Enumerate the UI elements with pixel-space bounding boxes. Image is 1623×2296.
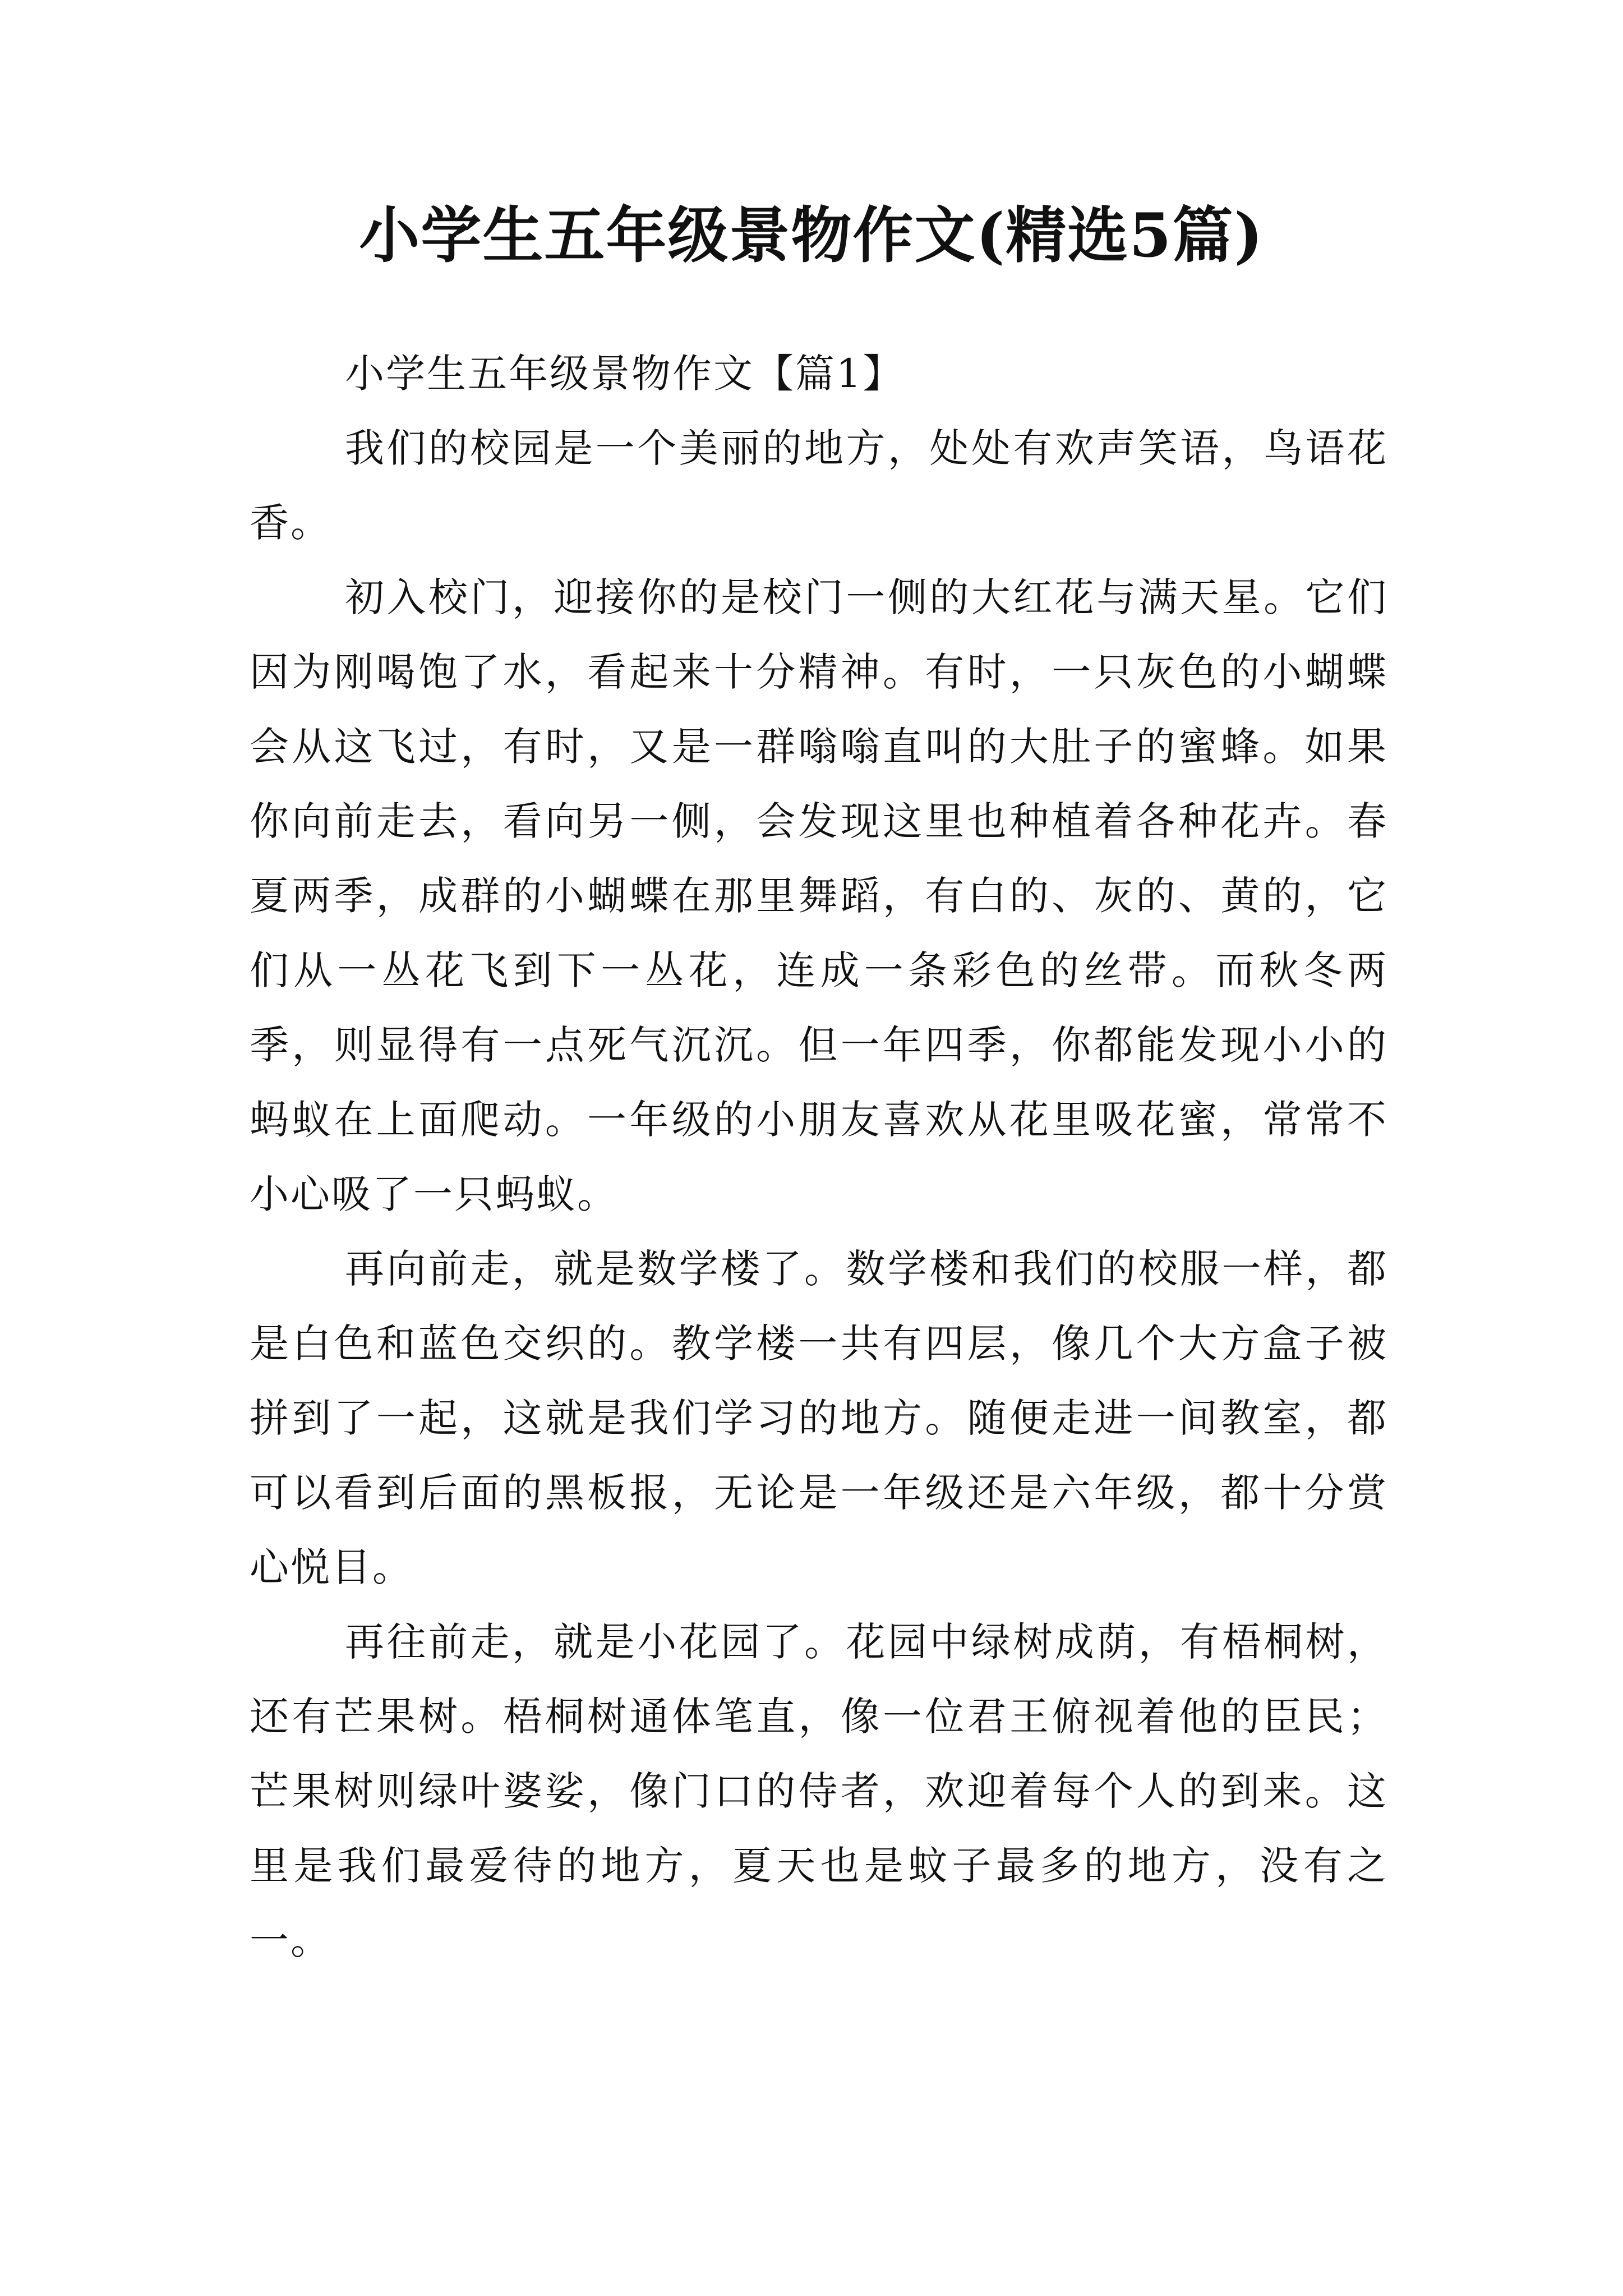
document-body xyxy=(250,337,1388,1978)
section-heading: 小学生五年级景物作文【篇1】 xyxy=(345,351,904,397)
document-title: 小学生五年级景物作文(精选5篇) xyxy=(359,200,1264,271)
paragraph-1: 我们的校园是一个美丽的地方，处处有欢声笑语，鸟语花香。 xyxy=(250,425,1388,546)
paragraph-3: 再向前走，就是数学楼了。数学楼和我们的校服一样，都是白色和蓝色交织的。教学楼一共有四层，像几个大方盒子被拼到了一起，这就是我们学习的地方。随便走进一间教室，都可以看到后面的黑板报，无论是一年级还是六年级，都十分赏心悦目。 xyxy=(250,1246,1388,1590)
paragraph-2: 初入校门，迎接你的是校门一侧的大红花与满天星。它们因为刚喝饱了水，看起来十分精神。有时，一只灰色的小蝴蝶会从这飞过，有时，又是一群嗡嗡直叫的大肚子的蜜蜂。如果你向前走去，看向另一侧，会发现这里也种植着各种花卉。春夏两季，成群的小蝴蝶在那里舞蹈，有白的、灰的、黄的，它们从一丛花飞到下一丛花，连成一条彩色的丝带。而秋冬两季，则显得有一点死气沉沉。但一年四季，你都能发现小小的蚂蚁在上面爬动。一年级的小朋友喜欢从花里吸花蜜，常常不小心吸了一只蚂蚁。 xyxy=(250,574,1388,1217)
paragraph-4: 再往前走，就是小花园了。花园中绿树成荫，有梧桐树，还有芒果树。梧桐树通体笔直，像一位君王俯视着他的臣民；芒果树则绿叶婆娑，像门口的侍者，欢迎着每个人的到来。这里是我们最爱待的地方，夏天也是蚊子最多的地方，没有之一。 xyxy=(250,1619,1388,1963)
